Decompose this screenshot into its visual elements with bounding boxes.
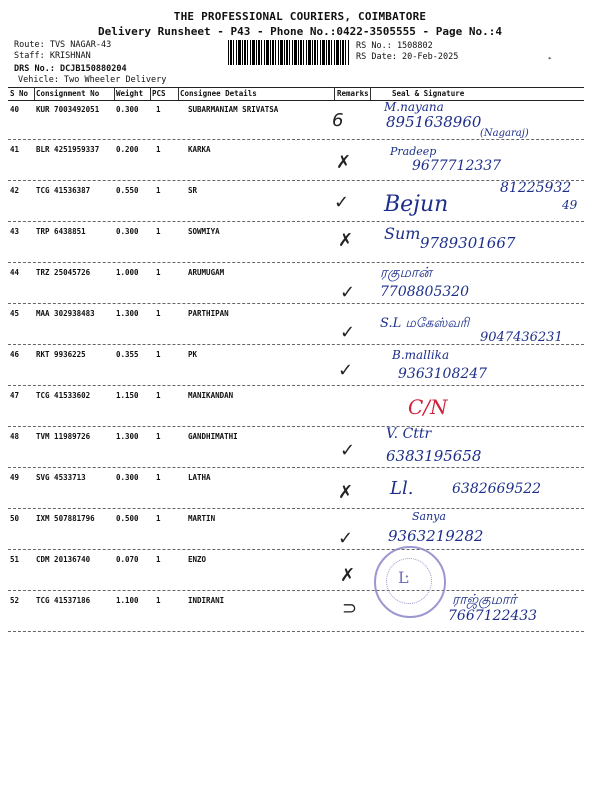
header-divider xyxy=(370,87,371,100)
row-pcs: 1 xyxy=(156,105,161,114)
signature-phone: 9363219282 xyxy=(388,527,484,545)
row-consignment: BLR 4251959337 xyxy=(36,145,100,154)
tick-mark-icon: ✓ xyxy=(340,440,356,461)
row-consignment: RKT 9936225 xyxy=(36,350,86,359)
row-consignment: IXM 507881796 xyxy=(36,514,95,523)
row-consignee: ARUMUGAM xyxy=(188,268,225,277)
table-row xyxy=(8,550,584,591)
row-consignment: KUR 7003492051 xyxy=(36,105,100,114)
signature-phone: 9789301667 xyxy=(420,234,516,252)
signature-phone: 9677712337 xyxy=(412,158,502,174)
row-weight: 1.000 xyxy=(116,268,139,277)
signature-name: ராஜ்குமார் xyxy=(452,592,517,608)
signature-name: Sum xyxy=(384,224,421,243)
staff-label: Staff: KRISHNAN xyxy=(14,51,91,61)
signature-name: Pradeep xyxy=(390,145,437,158)
tick-mark-icon: ✓ xyxy=(334,192,350,213)
row-consignment: TCG 41533602 xyxy=(36,391,91,400)
tick-mark-icon: ✗ xyxy=(338,230,354,251)
rs-number: RS No.: 1508802 xyxy=(356,41,433,51)
table-row xyxy=(8,263,584,304)
row-divider xyxy=(8,631,584,632)
vehicle-label: Vehicle: Two Wheeler Delivery xyxy=(18,75,167,85)
row-consignment: TCG 41536387 xyxy=(36,186,91,195)
row-pcs: 1 xyxy=(156,473,161,482)
row-sno: 52 xyxy=(10,596,20,605)
header-divider xyxy=(34,87,35,100)
header-divider xyxy=(178,87,179,100)
corner-arrow-icon: ▸ xyxy=(548,54,553,62)
signature-name: Bejun xyxy=(384,192,449,217)
col-seal: Seal & Signature xyxy=(392,89,465,98)
row-sno: 42 xyxy=(10,186,20,195)
row-weight: 0.300 xyxy=(116,473,139,482)
row-weight: 1.150 xyxy=(116,391,139,400)
signature-phone: 6382669522 xyxy=(452,481,542,497)
row-consignee: SOWMIYA xyxy=(188,227,220,236)
signature-name: M.nayana xyxy=(384,100,444,114)
row-sno: 46 xyxy=(10,350,20,359)
col-sno: S No xyxy=(10,89,29,98)
row-consignment: SVG 4533713 xyxy=(36,473,86,482)
row-consignment: MAA 302938483 xyxy=(36,309,95,318)
signature-phone: 7667122433 xyxy=(448,608,538,624)
table-row xyxy=(8,345,584,386)
signature-phone: 9047436231 xyxy=(480,330,563,345)
signature-name: ரகுமான் xyxy=(380,265,432,281)
tick-mark-icon: ✓ xyxy=(338,360,354,381)
col-pcs: PCS xyxy=(152,89,166,98)
signature-name: Ll. xyxy=(390,478,414,499)
signature-phone: 8951638960 xyxy=(386,113,482,131)
tick-mark-icon: 6 xyxy=(332,110,344,131)
row-weight: 0.200 xyxy=(116,145,139,154)
rs-date: RS Date: 20-Feb-2025 xyxy=(356,52,459,62)
signature-phone: 7708805320 xyxy=(380,284,470,300)
row-consignment: TCG 41537186 xyxy=(36,596,91,605)
row-pcs: 1 xyxy=(156,391,161,400)
row-sno: 43 xyxy=(10,227,20,236)
signature-name: B.mallika xyxy=(392,348,450,362)
row-weight: 0.070 xyxy=(116,555,139,564)
row-pcs: 1 xyxy=(156,186,161,195)
row-pcs: 1 xyxy=(156,145,161,154)
tick-mark-icon: ✗ xyxy=(340,565,356,586)
row-consignee: GANDHIMATHI xyxy=(188,432,238,441)
row-consignee: INDIRANI xyxy=(188,596,225,605)
route-label: Route: TVS NAGAR-43 xyxy=(14,40,112,50)
header-divider xyxy=(114,87,115,100)
row-weight: 0.500 xyxy=(116,514,139,523)
tick-mark-icon: ✗ xyxy=(338,482,354,503)
signature-note: 49 xyxy=(562,198,578,212)
row-pcs: 1 xyxy=(156,555,161,564)
company-stamp xyxy=(374,546,446,618)
tick-mark-icon: ✓ xyxy=(340,322,356,343)
row-sno: 51 xyxy=(10,555,20,564)
header-divider xyxy=(150,87,151,100)
tick-mark-icon: ✗ xyxy=(336,152,352,173)
row-consignment: CDM 20136740 xyxy=(36,555,91,564)
row-sno: 41 xyxy=(10,145,20,154)
stamp-emblem-icon: Ŀ xyxy=(398,568,409,587)
signature-phone: 6383195658 xyxy=(386,447,482,465)
row-weight: 0.300 xyxy=(116,105,139,114)
row-pcs: 1 xyxy=(156,268,161,277)
col-consignment: Consignment No xyxy=(36,89,100,98)
row-consignee: PK xyxy=(188,350,198,359)
row-weight: 1.300 xyxy=(116,309,139,318)
tick-mark-icon: ✓ xyxy=(338,528,354,549)
row-consignee: PARTHIPAN xyxy=(188,309,229,318)
header-divider xyxy=(334,87,335,100)
table-row xyxy=(8,509,584,550)
signature-phone: 81225932 xyxy=(500,180,572,196)
row-sno: 50 xyxy=(10,514,20,523)
row-pcs: 1 xyxy=(156,350,161,359)
col-remarks: Remarks xyxy=(337,89,369,98)
row-sno: 40 xyxy=(10,105,20,114)
row-consignee: ENZO xyxy=(188,555,207,564)
signature-note: (Nagaraj) xyxy=(480,128,529,139)
row-sno: 45 xyxy=(10,309,20,318)
row-consignment: TVM 11989726 xyxy=(36,432,91,441)
signature-name: S.L மகேஸ்வரி xyxy=(380,316,470,331)
signature-phone: 9363108247 xyxy=(398,366,488,382)
col-consignee: Consignee Details xyxy=(180,89,257,98)
signature-name: Sanya xyxy=(412,510,446,523)
row-sno: 49 xyxy=(10,473,20,482)
row-consignee: MANIKANDAN xyxy=(188,391,234,400)
row-consignment: TRP 6438851 xyxy=(36,227,86,236)
table-row xyxy=(8,181,584,222)
row-sno: 47 xyxy=(10,391,20,400)
row-weight: 1.300 xyxy=(116,432,139,441)
row-consignee: MARTIN xyxy=(188,514,216,523)
row-weight: 0.550 xyxy=(116,186,139,195)
runsheet-title: Delivery Runsheet - P43 - Phone No.:0422-3505555 - Page No.:4 xyxy=(98,25,502,38)
row-consignment: TRZ 25045726 xyxy=(36,268,91,277)
row-pcs: 1 xyxy=(156,309,161,318)
table-row xyxy=(8,427,584,468)
tick-mark-icon: ⊃ xyxy=(342,598,358,619)
row-consignee: LATHA xyxy=(188,473,211,482)
row-consignee: SUBARMANIAM SRIVATSA xyxy=(188,105,279,114)
company-title: THE PROFESSIONAL COURIERS, COIMBATORE xyxy=(173,10,427,23)
row-consignee: SR xyxy=(188,186,198,195)
row-weight: 0.300 xyxy=(116,227,139,236)
row-pcs: 1 xyxy=(156,432,161,441)
drs-number: DRS No.: DCJB150880204 xyxy=(14,64,127,74)
row-consignee: KARKA xyxy=(188,145,211,154)
row-pcs: 1 xyxy=(156,514,161,523)
table-row xyxy=(8,386,584,427)
tick-mark-icon: ✓ xyxy=(340,282,356,303)
signature-name: V. Cttr xyxy=(386,426,432,442)
row-weight: 0.355 xyxy=(116,350,139,359)
row-sno: 48 xyxy=(10,432,20,441)
barcode xyxy=(228,40,350,65)
row-sno: 44 xyxy=(10,268,20,277)
col-weight: Weight xyxy=(116,89,144,98)
stamp-ring xyxy=(386,558,432,604)
row-weight: 1.100 xyxy=(116,596,139,605)
table-header xyxy=(8,87,584,101)
row-pcs: 1 xyxy=(156,596,161,605)
row-pcs: 1 xyxy=(156,227,161,236)
signature-name: C/N xyxy=(408,395,448,419)
